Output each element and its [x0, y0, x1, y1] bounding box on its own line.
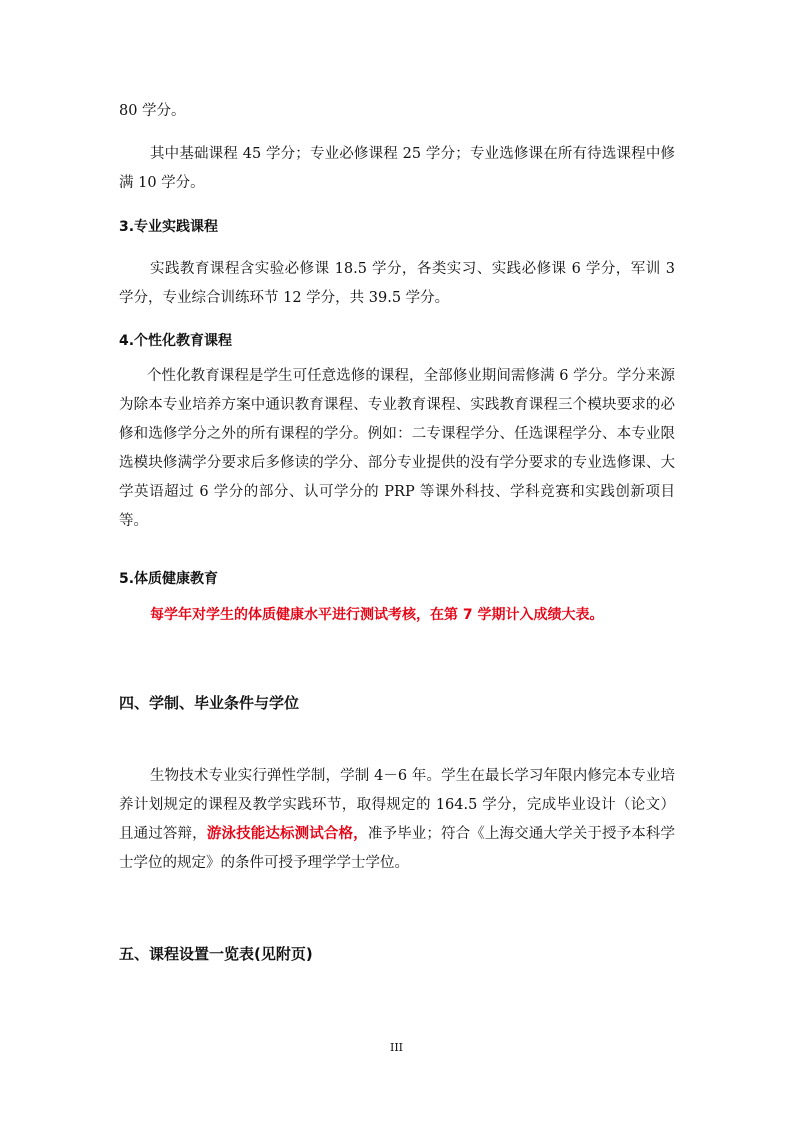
- course-list-heading: 五、课程设置一览表(见附页): [119, 945, 313, 963]
- physical-health-heading: 5.体质健康教育: [119, 571, 219, 587]
- personalized-course-heading: 4.个性化教育课程: [119, 333, 233, 349]
- graduation-section-heading: 四、学制、毕业条件与学位: [119, 694, 300, 712]
- practice-course-heading: 3.专业实践课程: [119, 219, 219, 235]
- graduation-text-part2: 准予毕业；符合《上海交通大学关于授予本科学士学位的规定》的条件可授予理学学士学位。: [119, 826, 676, 871]
- physical-health-notice: 每学年对学生的体质健康水平进行测试考核，在第 7 学期计入成绩大表。: [150, 607, 604, 623]
- page-number: III: [389, 1041, 404, 1054]
- practice-course-paragraph: 实践教育课程含实验必修课 18.5 学分，各类实习、实践必修课 6 学分，军训 3 学分，专业综合训练环节 12 学分，共 39.5 学分。: [119, 261, 675, 306]
- graduation-paragraph: [119, 762, 675, 878]
- credit-summary-tail: 80 学分。: [119, 103, 186, 119]
- personalized-course-paragraph: 个性化教育课程是学生可任意选修的课程，全部修业期间需修满 6 学分。学分来源为除本专业培养方案中通识教育课程、专业教育课程、实践教育课程三个模块要求的必修和选修学分之外的所有课程的学分。例如：二专课程学分、任选课程学分、本专业限选模块修满学分要求后多修读的学分、部分专业提供的没有学分要求的专业选修课、大学英语超过 6 学分的部分、认可学分的 PRP 等课外科技、学科竞赛和实践创新项目等。: [119, 368, 675, 529]
- credit-breakdown-paragraph: 其中基础课程 45 学分；专业必修课程 25 学分；专业选修课在所有待选课程中修满 10 学分。: [119, 146, 675, 191]
- graduation-text-part1: 生物技术专业实行弹性学制，学制 4－6 年。学生在最长学习年限内修完本专业培养计划规定的课程及教学实践环节，取得规定的 164.5 学分，完成毕业设计（论文）且通过答辩，: [119, 768, 675, 842]
- swimming-requirement-highlight: 游泳技能达标测试合格，: [206, 826, 368, 842]
